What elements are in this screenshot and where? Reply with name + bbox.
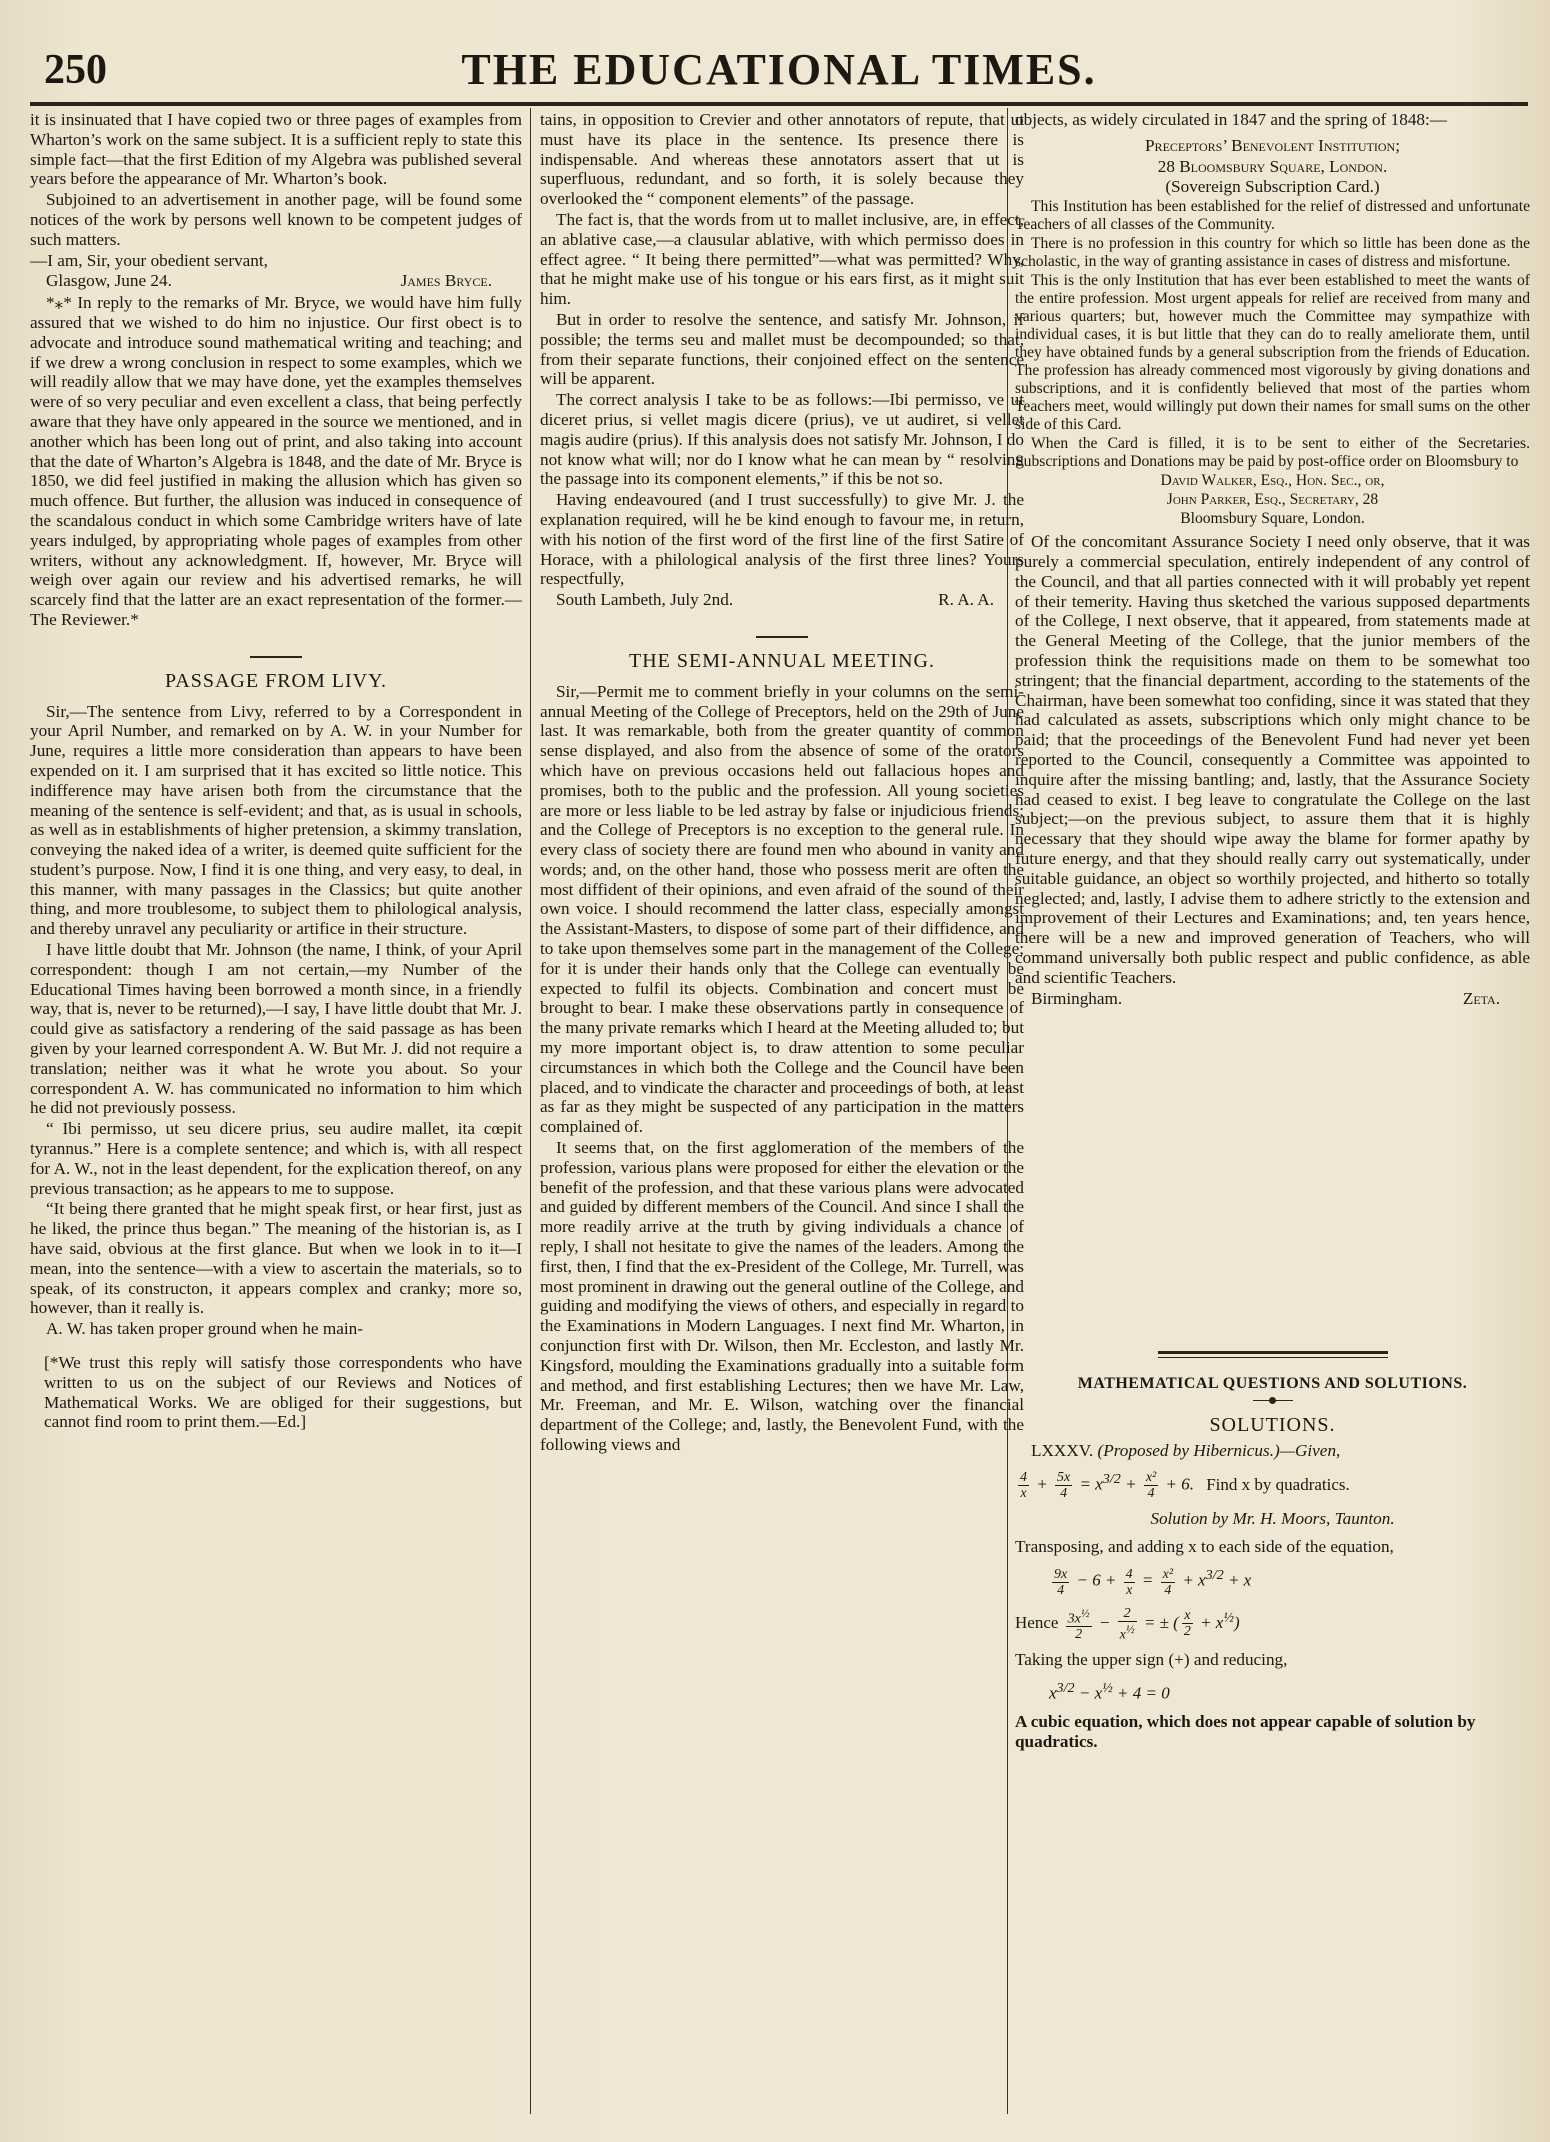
problem-instruction: Find x by quadratics. <box>1206 1474 1350 1494</box>
equation: $x^{3/2} - x^{\frac{1}{2}} + 4 = 0$ <box>1049 1680 1170 1703</box>
masthead-title: THE EDUCATIONAL TIMES. <box>461 45 1097 94</box>
signature-name: James Bryce. <box>400 271 492 291</box>
math-section <box>1015 1335 1530 1752</box>
institution-name: Preceptors’ Benevolent Institution; <box>1145 135 1400 155</box>
quoted-paragraph: When the Card is filled, it is to be sent to either of the Secretaries. Subscriptions and Donations may be paid by post-office order on Bloomsbury to <box>1015 435 1530 471</box>
paragraph: “ Ibi permisso, ut seu dicere prius, seu audire mallet, ita cœpit tyrannus.” Here is a complete sentence; and which is, with all respect for A. W., not in the least dependent, for the explication thereof, on any previous transaction; as he appears to me to suppose. <box>30 1119 522 1198</box>
editor-note: [*We trust this reply will satisfy those correspondents who have written to us on the subject of our Reviews and Notices of Mathematical Works. We are obliged for their suggestions, but cannot find room to print them.—Ed.] <box>44 1353 522 1432</box>
paragraph: A. W. has taken proper ground when he main- <box>46 1319 363 1339</box>
fraction: $\frac{\text{x²}}{4}$ <box>1145 1470 1157 1502</box>
section-double-rule <box>1158 1351 1388 1358</box>
column-1 <box>30 110 522 2102</box>
ornament-rule <box>1253 1400 1293 1401</box>
solution-step: Transposing, and adding x to each side of the equation, <box>1015 1537 1394 1557</box>
signature-place: South Lambeth, July 2nd. <box>556 590 734 610</box>
paragraph: Sir,—The sentence from Livy, referred to by a Correspondent in your April Number, and remarked on by A. W. in your Number for June, requires a little more consideration than appears to have been expended on it. I am surprised that it has excited so little notice. This indifference may have arisen both from the circumstance that the meaning of the sentence is self-evident; and that, as is usual in schools, as well as in establishments of higher pretension, a skimmy translation, conveying the naked idea of a writer, is deemed quite sufficient for the student’s purpose. Now, I find it is one thing, and very easy, to deal, in this manner, with many passages in the Classics; but quite another thing, and more troublesome, to subject them to philological analysis, and thereby unravel any peculiarity or artifice in their structure. <box>30 701 522 939</box>
paragraph: —I am, Sir, your obedient servant, <box>30 250 268 270</box>
hence-label: Hence <box>1015 1612 1059 1632</box>
fraction: $\frac{4}{x}$ <box>1020 1470 1027 1502</box>
page-number: 250 <box>44 47 107 93</box>
section-rule <box>756 636 808 638</box>
signature-place: Glasgow, June 24. <box>46 271 172 291</box>
fraction: $\frac{\text{x²}}{4}$ <box>1162 1566 1174 1598</box>
editorial-reply: *⁎* In reply to the remarks of Mr. Bryce, we would have him fully assured that we wished to do him no injustice. Our first obect is to advocate and introduce sound mathematical writing and teaching; and if we drew a wrong conclusion in respect to some examples, which we will readily allow that we may have done, yet the examples themselves were of so very peculiar and even excellent a class, that being perfectly aware that they have only appeared in the source we mentioned, and in another which has been long out of print, and also taking into account that the date of Wharton’s Algebra is 1848, and the date of Mr. Bryce is 1850, we did feel justified in making the allusion which has given so much offence. But further, the allusion was induced in consequence of the scandalous conduct in which some Cambridge writers have of late years indulged, by appropriating whole pages of examples from other writers, without any acknowledgment. If, however, Mr. Bryce will weigh over again our review and his advertised remarks, he will scarcely find that the latter are an exact representation of the former.—The Reviewer.* <box>30 293 522 629</box>
fraction: $\frac{3x^{\frac{1}{2}}}{2}$ <box>1067 1606 1090 1643</box>
quoted-paragraph: This Institution has been established for the relief of distressed and unfortunate Teachers of all classes of the Community. <box>1015 198 1530 234</box>
solution-author: Solution by Mr. H. Moors, Taunton. <box>1150 1509 1395 1529</box>
paragraph: objects, as widely circulated in 1847 and the spring of 1848:— <box>1015 110 1447 129</box>
paragraph: The correct analysis I take to be as follows:—Ibi permisso, ve ut diceret prius, si vellet magis dicere (prius), ve ut audiret, si vellet magis audire (prius). If this analysis does not satisfy Mr. Johnson, I do not know what will; nor do I know what he can mean by “ resolving the passage into its component elements,” if this be not so. <box>540 390 1024 489</box>
quoted-paragraph: This is the only Institution that has ever been established to meet the wants of the entire profession. Most urgent appeals for relief are received from many and various quarters; but, however much the Committee may sympathize with individual cases, it is but little that they can do to really ameliorate them, until they have obtained funds by a general subscription from the friends of Education. The profession has already commenced most vigorously by giving donations and subscriptions, and it is confidently believed that most of the parties whom Teachers meet, would willingly put down their names for small sums on the other side of this Card. <box>1015 272 1530 434</box>
paragraph: It seems that, on the first agglomeration of the members of the profession, various plans were proposed for either the elevation or the benefit of the profession, and that these various plans were advocated and guided by different members of the Council. And since I shall the more readily arrive at the truth by giving individuals a chance of reply, I shall not hesitate to give the names of the leaders. Among the first, then, I find that the ex-President of the College, Mr. Turrell, was most prominent in drawing out the general outline of the College, and guiding and modifying the views of others, and especially in regard to the Examinations in Modern Languages. I next find Mr. Wharton, in conjunction first with Dr. Wilson, then Mr. Eccleston, and lastly Mr. Kingsford, moulding the Examinations gradually into a suitable form and method, and first establishing Lectures; then we have Mr. Law, Mr. Freeman, and Mr. E. Wilson, watching over the financial department of the College; and, lastly, the Benevolent Fund, with the following views and <box>540 1138 1024 1454</box>
secretary-line: Bloomsbury Square, London. <box>1180 510 1365 528</box>
fraction: $\frac{4}{x}$ <box>1125 1566 1133 1598</box>
signature <box>540 590 1024 610</box>
solution-step: Taking the upper sign (+) and reducing, <box>1015 1650 1288 1670</box>
equation: Hence $\frac{3x^{\frac{1}{2}}}{2}$ − $\frac{2}{x^{\frac{1}{2}}}$ = ± ( $\frac{x}{2}$ + $x^{\frac{1}{2}}$) <box>1015 1605 1240 1643</box>
problem-number: LXXXV. <box>1031 1441 1094 1460</box>
math-heading: MATHEMATICAL QUESTIONS AND SOLUTIONS. <box>1077 1375 1468 1392</box>
article-heading-livy: PASSAGE FROM LIVY. <box>165 669 387 692</box>
problem-proposer: (Proposed by Hibernicus.)—Given, <box>1097 1441 1341 1460</box>
equation: $\frac{9x}{4}$ − 6 + $\frac{4}{x}$ = $\frac{\text{x²}}{4}$ + $x^{3/2} + x$ <box>1054 1566 1252 1598</box>
paragraph: I have little doubt that Mr. Johnson (the name, I think, of your April correspondent: though I am not certain,—my Number of the Educational Times having been borrowed a month since, in a friendly way, that is, never to be returned),—I say, I have little doubt that Mr. J. could give as satisfactory a rendering of the said passage as has been given by your learned correspondent A. W. But Mr. J. did not require a translation; neither was it what he wrote you about. So your correspondent A. W. has communicated no information to him which he did not previously possess. <box>30 940 522 1118</box>
institution-address: 28 Bloomsbury Square, London. <box>1157 156 1388 176</box>
column-2 <box>540 110 1024 2102</box>
paragraph: Subjoined to an advertisement in another page, will be found some notices of the work by persons well known to be competent judges of such matters. <box>30 190 522 249</box>
problem-statement <box>1031 1441 1530 1461</box>
paragraph: it is insinuated that I have copied two or three pages of examples from Wharton’s work on the same subject. It is a sufficient reply to state this simple fact—that the first Edition of my Algebra was published several years before the appearance of Mr. Wharton’s book. <box>30 110 522 189</box>
solutions-heading: SOLUTIONS. <box>1209 1414 1336 1436</box>
section-rule <box>250 656 302 658</box>
signature-place: Birmingham. <box>1031 988 1123 1008</box>
fraction: $\frac{5x}{4}$ <box>1056 1470 1071 1502</box>
fraction: $\frac{x}{2}$ <box>1183 1608 1191 1640</box>
paragraph: “It being there granted that he might speak first, or hear first, just as he liked, the prince thus began.” The meaning of the historian is, as I have said, obvious at the first glance. But when we look in to it—I mean, into the sentence—with a view to ascertain the materials, so to speak, of its constructon, it appears complex and cranky; more so, however, than it really is. <box>30 1199 522 1318</box>
paragraph: Having endeavoured (and I trust successfully) to give Mr. J. the explanation required, will he be kind enough to favour me, in return, with his notion of the first word of the first line of the first Satire of Horace, with a philological analysis of the first three lines? Yours respectfully, <box>540 490 1024 589</box>
signature-name: R. A. A. <box>938 590 994 610</box>
secretary-line: David Walker, Esq., Hon. Sec., or, <box>1160 472 1385 490</box>
signature <box>1015 989 1530 1009</box>
paragraph: The fact is, that the words from ut to mallet inclusive, are, in effect, an ablative case,—a clausular ablative, with which permisso does in effect agree. “ It being there permitted”—what was permitted? Why, that he might make use of his tongue or his ears first, as it might suit him. <box>540 209 1024 309</box>
page-header <box>30 40 1528 105</box>
quoted-paragraph: There is no profession in this country for which so little has been done as the scholastic, in the way of granting assistance in cases of distress and misfortune. <box>1015 235 1530 271</box>
signature-name: Zeta. <box>1462 988 1500 1008</box>
paragraph: But in order to resolve the sentence, and satisfy Mr. Johnson, if possible; the terms seu and mallet must be decompounded; so that, from their separate functions, their conjoined effect on the sentence will be apparent. <box>540 309 1024 389</box>
secretary-line: John Parker, Esq., Secretary, 28 <box>1166 491 1379 509</box>
problem-equation: $\frac{4}{x}$ + $\frac{5x}{4}$ = $x^{3/2}$ + $\frac{\text{x²}}{4}$ + 6. Find x by quadratics. <box>1020 1470 1350 1502</box>
paragraph: Sir,—Permit me to comment briefly in your columns on the semi-annual Meeting of the College of Preceptors, held on the 29th of June last. It was remarkable, both from the greater quantity of common sense displayed, and also from the absence of some of the orators which have on previous occasions held out fallacious hopes and promises, both to the public and the profession. All young societies are more or less liable to be led astray by false or injudicious friends; and the College of Preceptors is no exception to the general rule. In every class of society there are found men who abound in vanity and words; and, on the other hand, those who possess merit are often the most diffident of their opinions, and even afraid of the sound of their own voice. I should recommend the latter class, especially amongst the Assistant-Masters, to dispose of some part of their diffidence, and to take upon themselves some part in the management of the College; for it is under their hands only that the College can eventually be expected to fulfil its objects. Combination and concert must be brought to bear. I make these observations partly in consequence of the many private remarks which I heard at the Meeting alluded to; but my more important object is, to draw attention to some peculiar circumstances in which both the College and the Council have been placed, and to vindicate the character and proceedings of both, at least as far as they might be suspected of any participation in the matters complained of. <box>540 681 1024 1137</box>
fraction: $\frac{2}{x^{\frac{1}{2}}}$ <box>1119 1605 1135 1643</box>
article-heading-meeting: THE SEMI-ANNUAL MEETING. <box>629 649 935 672</box>
column-divider <box>530 108 531 2114</box>
signature <box>30 271 522 291</box>
header-rule <box>30 104 1528 106</box>
institution-card: (Sovereign Subscription Card.) <box>1165 177 1380 197</box>
paragraph: Of the concomitant Assurance Society I need only observe, that it was purely a commercial speculation, entirely independent of any control of the Council, and that all parties connected with it will probably yet repent of their temerity. Having thus sketched the various supposed departments of the College, I next observe, that it appeared, from statements made at the General Meeting of the College, that the junior members of the profession think the requisitions made on them to be somewhat too stringent; that the financial department, according to the statements of the Chairman, have been somewhat too confiding, since it was stated that they had calculated as assets, subscriptions which only might chance to be paid; that the proceedings of the Benevolent Fund had never yet been reported to the Council, consequently a Committee was appointed to inquire after the missing bantling; and, lastly, that the Assurance Society had ceased to exist. I beg leave to congratulate the College on the last subject;—on the previous subject, to assure them that it is highly necessary that they should wipe away the blame for former apathy by future energy, and that they should really carry out systematically, under suitable guidance, an object so worthily projected, and hitherto so totally neglected; and, lastly, I advise them to adhere strictly to the extension and improvement of their Lectures and Examinations; and, ten years hence, there will be a new and improved generation of Teachers, who will command universally both public respect and public confidence, as able and scientific Teachers. <box>1015 532 1530 987</box>
fraction: $\frac{9x}{4}$ <box>1054 1566 1068 1598</box>
paragraph: tains, in opposition to Crevier and other annotators of repute, that ut must have its place in the sentence. Its presence there is indispensable. And whereas these annotators assert that ut is superfluous, redundant, and so forth, it is solely because they overlooked the “ component elements” of the passage. <box>540 110 1024 209</box>
solution-conclusion: A cubic equation, which does not appear capable of solution by quadratics. <box>1015 1711 1476 1751</box>
column-3 <box>1015 110 1530 1322</box>
